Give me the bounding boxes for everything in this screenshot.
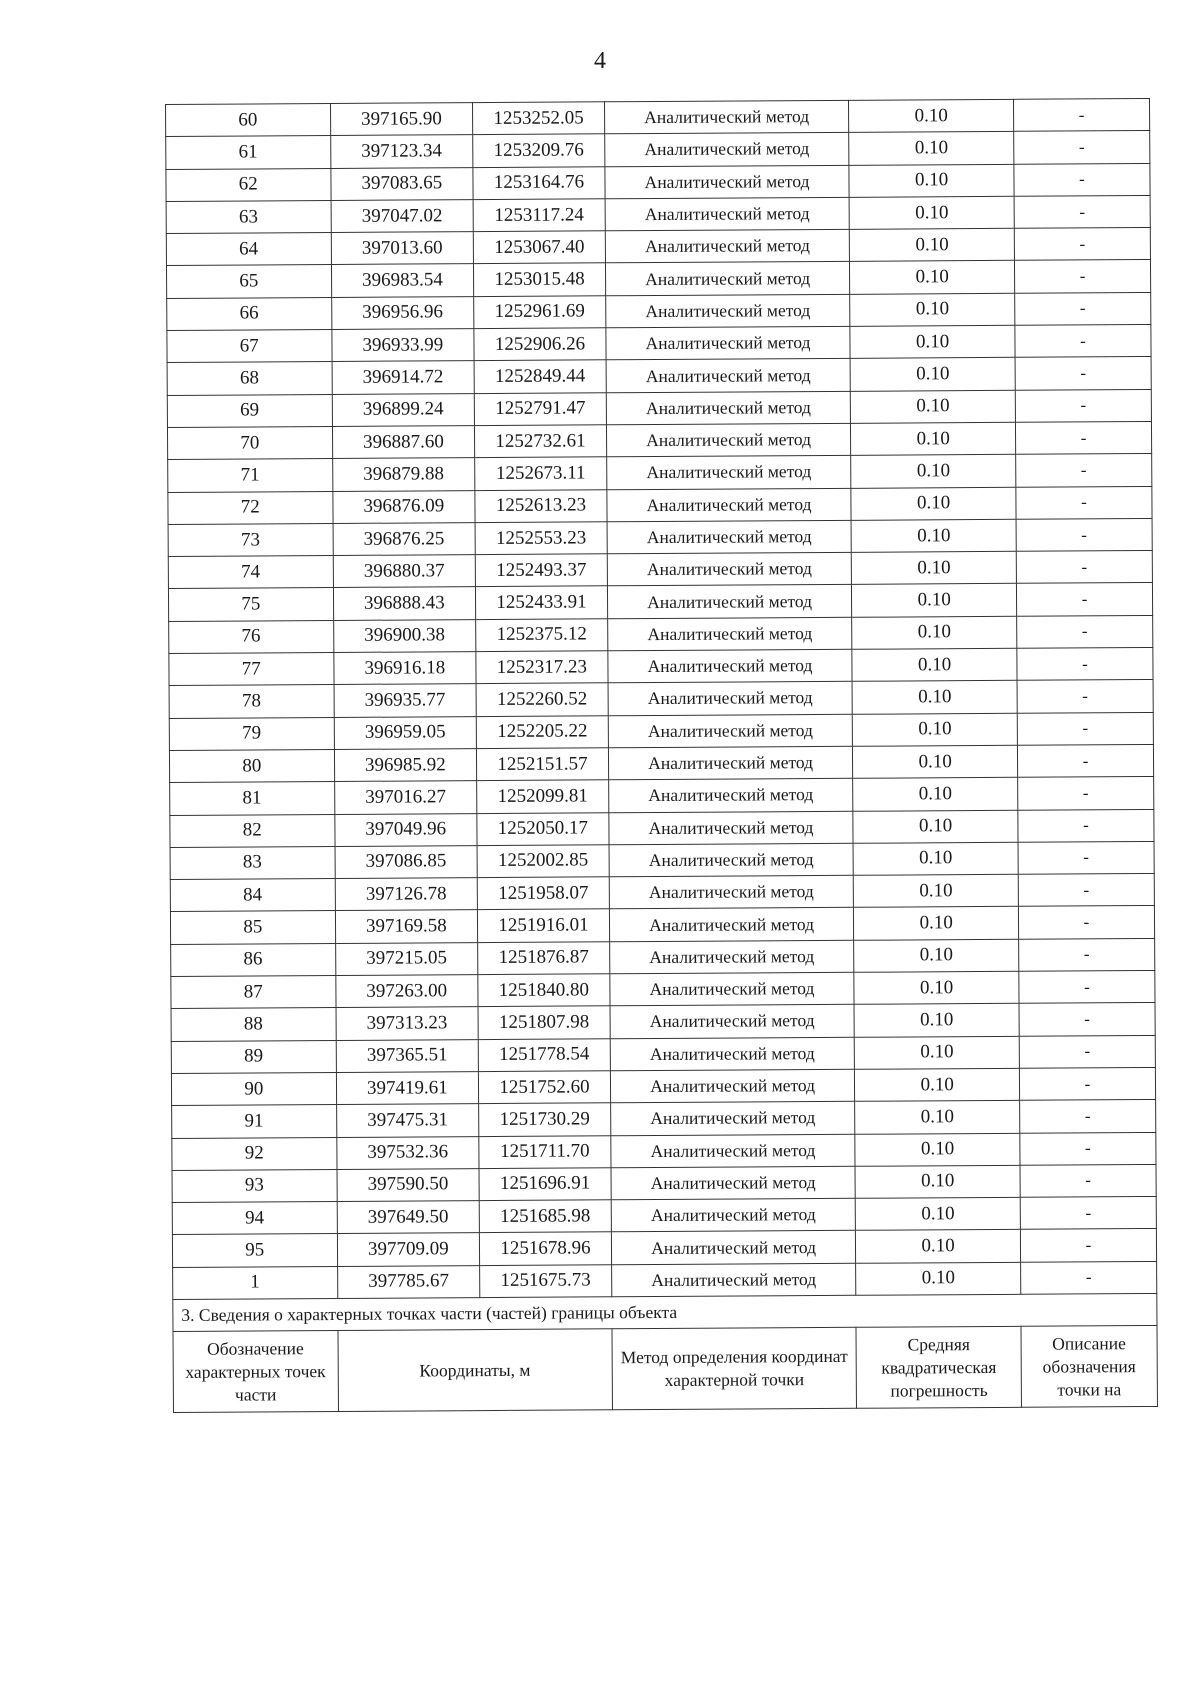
method-cell: Аналитический метод [608, 779, 853, 813]
method-cell: Аналитический метод [606, 359, 851, 393]
method-cell: Аналитический метод [607, 520, 852, 554]
description-cell: - [1021, 1261, 1157, 1294]
coordinate-y-cell: 1252433.91 [476, 586, 608, 619]
coordinate-y-cell: 1252906.26 [474, 328, 606, 361]
coordinate-x-cell: 397086.85 [335, 845, 478, 878]
coordinate-x-cell: 397532.36 [336, 1136, 479, 1169]
header-error: Средняя квадратическая погрешность [856, 1327, 1021, 1409]
coordinate-x-cell: 397049.96 [334, 813, 477, 846]
error-cell: 0.10 [855, 1036, 1020, 1069]
method-cell: Аналитический метод [605, 165, 850, 199]
point-number-cell: 63 [166, 200, 331, 233]
coordinate-x-cell: 397126.78 [335, 878, 478, 911]
method-cell: Аналитический метод [611, 1134, 856, 1168]
error-cell: 0.10 [852, 648, 1017, 681]
coordinate-y-cell: 1251711.70 [479, 1135, 611, 1168]
error-cell: 0.10 [852, 584, 1017, 617]
coordinate-y-cell: 1252553.23 [475, 522, 607, 555]
coordinate-x-cell: 396983.54 [331, 264, 474, 297]
coordinate-y-cell: 1251678.96 [480, 1232, 612, 1265]
method-cell: Аналитический метод [606, 423, 851, 457]
coordinate-y-cell: 1252205.22 [476, 715, 608, 748]
error-cell: 0.10 [853, 810, 1018, 843]
description-cell: - [1013, 98, 1149, 131]
point-number-cell: 82 [170, 814, 335, 847]
coordinate-y-cell: 1251876.87 [478, 942, 610, 975]
coordinate-x-cell: 396959.05 [334, 716, 477, 749]
coordinate-y-cell: 1253015.48 [474, 263, 606, 296]
coordinate-y-cell: 1252050.17 [477, 812, 609, 845]
error-cell: 0.10 [853, 713, 1018, 746]
point-number-cell: 71 [168, 459, 333, 492]
error-cell: 0.10 [856, 1262, 1021, 1295]
coordinate-x-cell: 397365.51 [336, 1039, 479, 1072]
point-number-cell: 90 [171, 1072, 336, 1105]
coordinate-x-cell: 397649.50 [337, 1201, 480, 1234]
coordinate-y-cell: 1253164.76 [473, 166, 605, 199]
coordinate-y-cell: 1252849.44 [474, 360, 606, 393]
point-number-cell: 94 [172, 1202, 337, 1235]
point-number-cell: 73 [168, 523, 333, 556]
coordinate-y-cell: 1252317.23 [476, 651, 608, 684]
header-designation: Обозначение характерных точек части [173, 1331, 338, 1413]
error-cell: 0.10 [856, 1197, 1021, 1230]
method-cell: Аналитический метод [610, 972, 855, 1006]
point-number-cell: 92 [172, 1137, 337, 1170]
coordinate-x-cell: 396985.92 [334, 749, 477, 782]
coordinate-y-cell: 1252002.85 [477, 845, 609, 878]
description-cell: - [1018, 809, 1154, 842]
description-cell: - [1020, 1132, 1156, 1165]
coordinate-x-cell: 397047.02 [331, 200, 474, 233]
description-cell: - [1019, 938, 1155, 971]
method-cell: Аналитический метод [607, 488, 852, 522]
method-cell: Аналитический метод [610, 1037, 855, 1071]
error-cell: 0.10 [852, 551, 1017, 584]
description-cell: - [1020, 1164, 1156, 1197]
coordinate-y-cell: 1252673.11 [475, 457, 607, 490]
point-number-cell: 88 [171, 1008, 336, 1041]
coordinate-y-cell: 1251696.91 [479, 1168, 611, 1201]
error-cell: 0.10 [854, 971, 1019, 1004]
section-3-block [173, 1293, 1158, 1412]
coordinate-x-cell: 396914.72 [332, 361, 475, 394]
coordinate-y-cell: 1251675.73 [480, 1264, 612, 1297]
coordinate-y-cell: 1253209.76 [473, 134, 605, 167]
coordinate-x-cell: 397016.27 [334, 781, 477, 814]
point-number-cell: 74 [168, 556, 333, 589]
page-number: 4 [594, 48, 606, 74]
description-cell: - [1020, 1100, 1156, 1133]
error-cell: 0.10 [849, 164, 1014, 197]
coordinate-y-cell: 1251778.54 [478, 1038, 610, 1071]
error-cell: 0.10 [850, 358, 1015, 391]
method-cell: Аналитический метод [604, 133, 849, 167]
method-cell: Аналитический метод [609, 908, 854, 942]
error-cell: 0.10 [849, 196, 1014, 229]
coordinate-y-cell: 1253252.05 [473, 102, 605, 135]
method-cell: Аналитический метод [605, 197, 850, 231]
point-number-cell: 77 [169, 653, 334, 686]
error-cell: 0.10 [855, 1133, 1020, 1166]
point-number-cell: 66 [167, 297, 332, 330]
coordinate-y-cell: 1252151.57 [477, 748, 609, 781]
error-cell: 0.10 [854, 939, 1019, 972]
point-number-cell: 69 [167, 394, 332, 427]
header-coordinates: Координаты, м [338, 1329, 613, 1412]
coordinate-x-cell: 397475.31 [336, 1104, 479, 1137]
coordinate-y-cell: 1251958.07 [477, 877, 609, 910]
error-cell: 0.10 [853, 842, 1018, 875]
coordinate-y-cell: 1251916.01 [478, 909, 610, 942]
description-cell: - [1017, 712, 1153, 745]
method-cell: Аналитический метод [610, 1069, 855, 1103]
description-cell: - [1017, 744, 1153, 777]
coordinate-y-cell: 1251840.80 [478, 974, 610, 1007]
error-cell: 0.10 [849, 99, 1014, 132]
coordinate-y-cell: 1252260.52 [476, 683, 608, 716]
coordinate-x-cell: 396916.18 [333, 652, 476, 685]
description-cell: - [1015, 292, 1151, 325]
coordinate-x-cell: 396888.43 [333, 587, 476, 620]
method-cell: Аналитический метод [609, 843, 854, 877]
coordinate-x-cell: 397709.09 [337, 1233, 480, 1266]
error-cell: 0.10 [850, 293, 1015, 326]
method-cell: Аналитический метод [611, 1231, 856, 1265]
description-cell: - [1014, 260, 1150, 293]
coordinate-y-cell: 1252493.37 [475, 554, 607, 587]
coordinate-y-cell: 1253067.40 [473, 231, 605, 264]
description-cell: - [1019, 970, 1155, 1003]
point-number-cell: 76 [169, 620, 334, 653]
coordinate-y-cell: 1251685.98 [479, 1200, 611, 1233]
description-cell: - [1015, 421, 1151, 454]
method-cell: Аналитический метод [608, 714, 853, 748]
coordinate-x-cell: 397083.65 [330, 167, 473, 200]
description-cell: - [1020, 1197, 1156, 1230]
section-3-header-row [173, 1326, 1157, 1413]
coordinate-x-cell: 396880.37 [333, 555, 476, 588]
point-number-cell: 95 [172, 1234, 337, 1267]
coordinate-y-cell: 1252961.69 [474, 296, 606, 329]
point-number-cell: 79 [169, 717, 334, 750]
point-number-cell: 65 [166, 265, 331, 298]
description-cell: - [1016, 551, 1152, 584]
coordinate-x-cell: 396900.38 [333, 619, 476, 652]
coordinate-x-cell: 397785.67 [337, 1265, 480, 1298]
coordinate-x-cell: 396879.88 [332, 458, 475, 491]
coordinate-x-cell: 397313.23 [336, 1007, 479, 1040]
method-cell: Аналитический метод [608, 682, 853, 716]
point-number-cell: 62 [166, 168, 331, 201]
coordinate-x-cell: 397123.34 [330, 135, 473, 168]
coordinate-x-cell: 396933.99 [331, 329, 474, 362]
description-cell: - [1014, 163, 1150, 196]
point-number-cell: 75 [168, 588, 333, 621]
coordinate-x-cell: 396899.24 [332, 393, 475, 426]
method-cell: Аналитический метод [605, 294, 850, 328]
coordinate-x-cell: 397169.58 [335, 910, 478, 943]
method-cell: Аналитический метод [607, 617, 852, 651]
method-cell: Аналитический метод [611, 1166, 856, 1200]
point-number-cell: 68 [167, 362, 332, 395]
method-cell: Аналитический метод [606, 391, 851, 425]
description-cell: - [1019, 1035, 1155, 1068]
description-cell: - [1020, 1229, 1156, 1262]
point-number-cell: 81 [170, 782, 335, 815]
point-number-cell: 84 [170, 879, 335, 912]
coordinate-x-cell: 397215.05 [335, 942, 478, 975]
description-cell: - [1015, 325, 1151, 358]
description-cell: - [1018, 874, 1154, 907]
error-cell: 0.10 [849, 132, 1014, 165]
coordinate-x-cell: 397263.00 [335, 975, 478, 1008]
point-number-cell: 70 [167, 426, 332, 459]
description-cell: - [1016, 583, 1152, 616]
error-cell: 0.10 [852, 681, 1017, 714]
error-cell: 0.10 [855, 1068, 1020, 1101]
point-number-cell: 72 [168, 491, 333, 524]
description-cell: - [1017, 648, 1153, 681]
error-cell: 0.10 [851, 390, 1016, 423]
error-cell: 0.10 [852, 616, 1017, 649]
point-number-cell: 87 [171, 975, 336, 1008]
coordinate-x-cell: 397419.61 [336, 1072, 479, 1105]
point-number-cell: 1 [173, 1266, 338, 1299]
coordinate-x-cell: 396876.25 [333, 522, 476, 555]
description-cell: - [1017, 680, 1153, 713]
point-number-cell: 89 [171, 1040, 336, 1073]
error-cell: 0.10 [851, 455, 1016, 488]
coordinate-x-cell: 397165.90 [330, 103, 473, 136]
method-cell: Аналитический метод [605, 262, 850, 296]
error-cell: 0.10 [851, 422, 1016, 455]
error-cell: 0.10 [855, 1165, 1020, 1198]
point-number-cell: 60 [166, 103, 331, 136]
error-cell: 0.10 [854, 1004, 1019, 1037]
coordinates-table [165, 98, 1158, 1413]
coordinates-table-body [166, 98, 1157, 1299]
description-cell: - [1014, 131, 1150, 164]
method-cell: Аналитический метод [610, 1102, 855, 1136]
coordinate-y-cell: 1252099.81 [477, 780, 609, 813]
method-cell: Аналитический метод [605, 230, 850, 264]
method-cell: Аналитический метод [608, 746, 853, 780]
coordinate-x-cell: 397590.50 [337, 1168, 480, 1201]
description-cell: - [1016, 454, 1152, 487]
description-cell: - [1015, 389, 1151, 422]
method-cell: Аналитический метод [606, 456, 851, 490]
error-cell: 0.10 [854, 907, 1019, 940]
description-cell: - [1014, 228, 1150, 261]
description-cell: - [1017, 615, 1153, 648]
coordinate-x-cell: 397013.60 [331, 232, 474, 265]
point-number-cell: 78 [169, 685, 334, 718]
method-cell: Аналитический метод [610, 1005, 855, 1039]
error-cell: 0.10 [854, 874, 1019, 907]
coordinate-x-cell: 396935.77 [334, 684, 477, 717]
point-number-cell: 85 [170, 911, 335, 944]
point-number-cell: 91 [172, 1105, 337, 1138]
header-method: Метод определения координат характерной точки [612, 1328, 857, 1410]
description-cell: - [1019, 1067, 1155, 1100]
point-number-cell: 86 [171, 943, 336, 976]
method-cell: Аналитический метод [609, 811, 854, 845]
error-cell: 0.10 [850, 261, 1015, 294]
point-number-cell: 67 [167, 330, 332, 363]
method-cell: Аналитический метод [604, 100, 849, 134]
error-cell: 0.10 [855, 1101, 1020, 1134]
method-cell: Аналитический метод [609, 940, 854, 974]
point-number-cell: 64 [166, 233, 331, 266]
method-cell: Аналитический метод [607, 552, 852, 586]
error-cell: 0.10 [856, 1230, 1021, 1263]
error-cell: 0.10 [850, 325, 1015, 358]
coordinate-x-cell: 396887.60 [332, 426, 475, 459]
point-number-cell: 80 [169, 749, 334, 782]
error-cell: 0.10 [851, 519, 1016, 552]
description-cell: - [1016, 486, 1152, 519]
coordinate-y-cell: 1251752.60 [479, 1071, 611, 1104]
coordinate-y-cell: 1253117.24 [473, 199, 605, 232]
section-3-title: 3. Сведения о характерных точках части (частей) границы объекта [173, 1293, 1157, 1331]
method-cell: Аналитический метод [607, 585, 852, 619]
coordinate-y-cell: 1251730.29 [479, 1103, 611, 1136]
error-cell: 0.10 [850, 229, 1015, 262]
point-number-cell: 93 [172, 1169, 337, 1202]
description-cell: - [1018, 777, 1154, 810]
point-number-cell: 83 [170, 846, 335, 879]
coordinate-y-cell: 1251807.98 [478, 1006, 610, 1039]
method-cell: Аналитический метод [608, 649, 853, 683]
coordinate-y-cell: 1252375.12 [476, 619, 608, 652]
description-cell: - [1018, 906, 1154, 939]
error-cell: 0.10 [853, 778, 1018, 811]
method-cell: Аналитический метод [609, 875, 854, 909]
error-cell: 0.10 [851, 487, 1016, 520]
header-description: Описание обозначения точки на [1021, 1326, 1158, 1408]
description-cell: - [1014, 195, 1150, 228]
coordinate-y-cell: 1252791.47 [474, 392, 606, 425]
description-cell: - [1019, 1003, 1155, 1036]
coordinate-y-cell: 1252613.23 [475, 489, 607, 522]
description-cell: - [1018, 841, 1154, 874]
method-cell: Аналитический метод [611, 1263, 856, 1297]
description-cell: - [1015, 357, 1151, 390]
error-cell: 0.10 [853, 745, 1018, 778]
coordinate-x-cell: 396956.96 [331, 296, 474, 329]
coordinate-x-cell: 396876.09 [332, 490, 475, 523]
method-cell: Аналитический метод [606, 326, 851, 360]
method-cell: Аналитический метод [611, 1198, 856, 1232]
description-cell: - [1016, 518, 1152, 551]
point-number-cell: 61 [166, 136, 331, 169]
coordinate-y-cell: 1252732.61 [475, 425, 607, 458]
